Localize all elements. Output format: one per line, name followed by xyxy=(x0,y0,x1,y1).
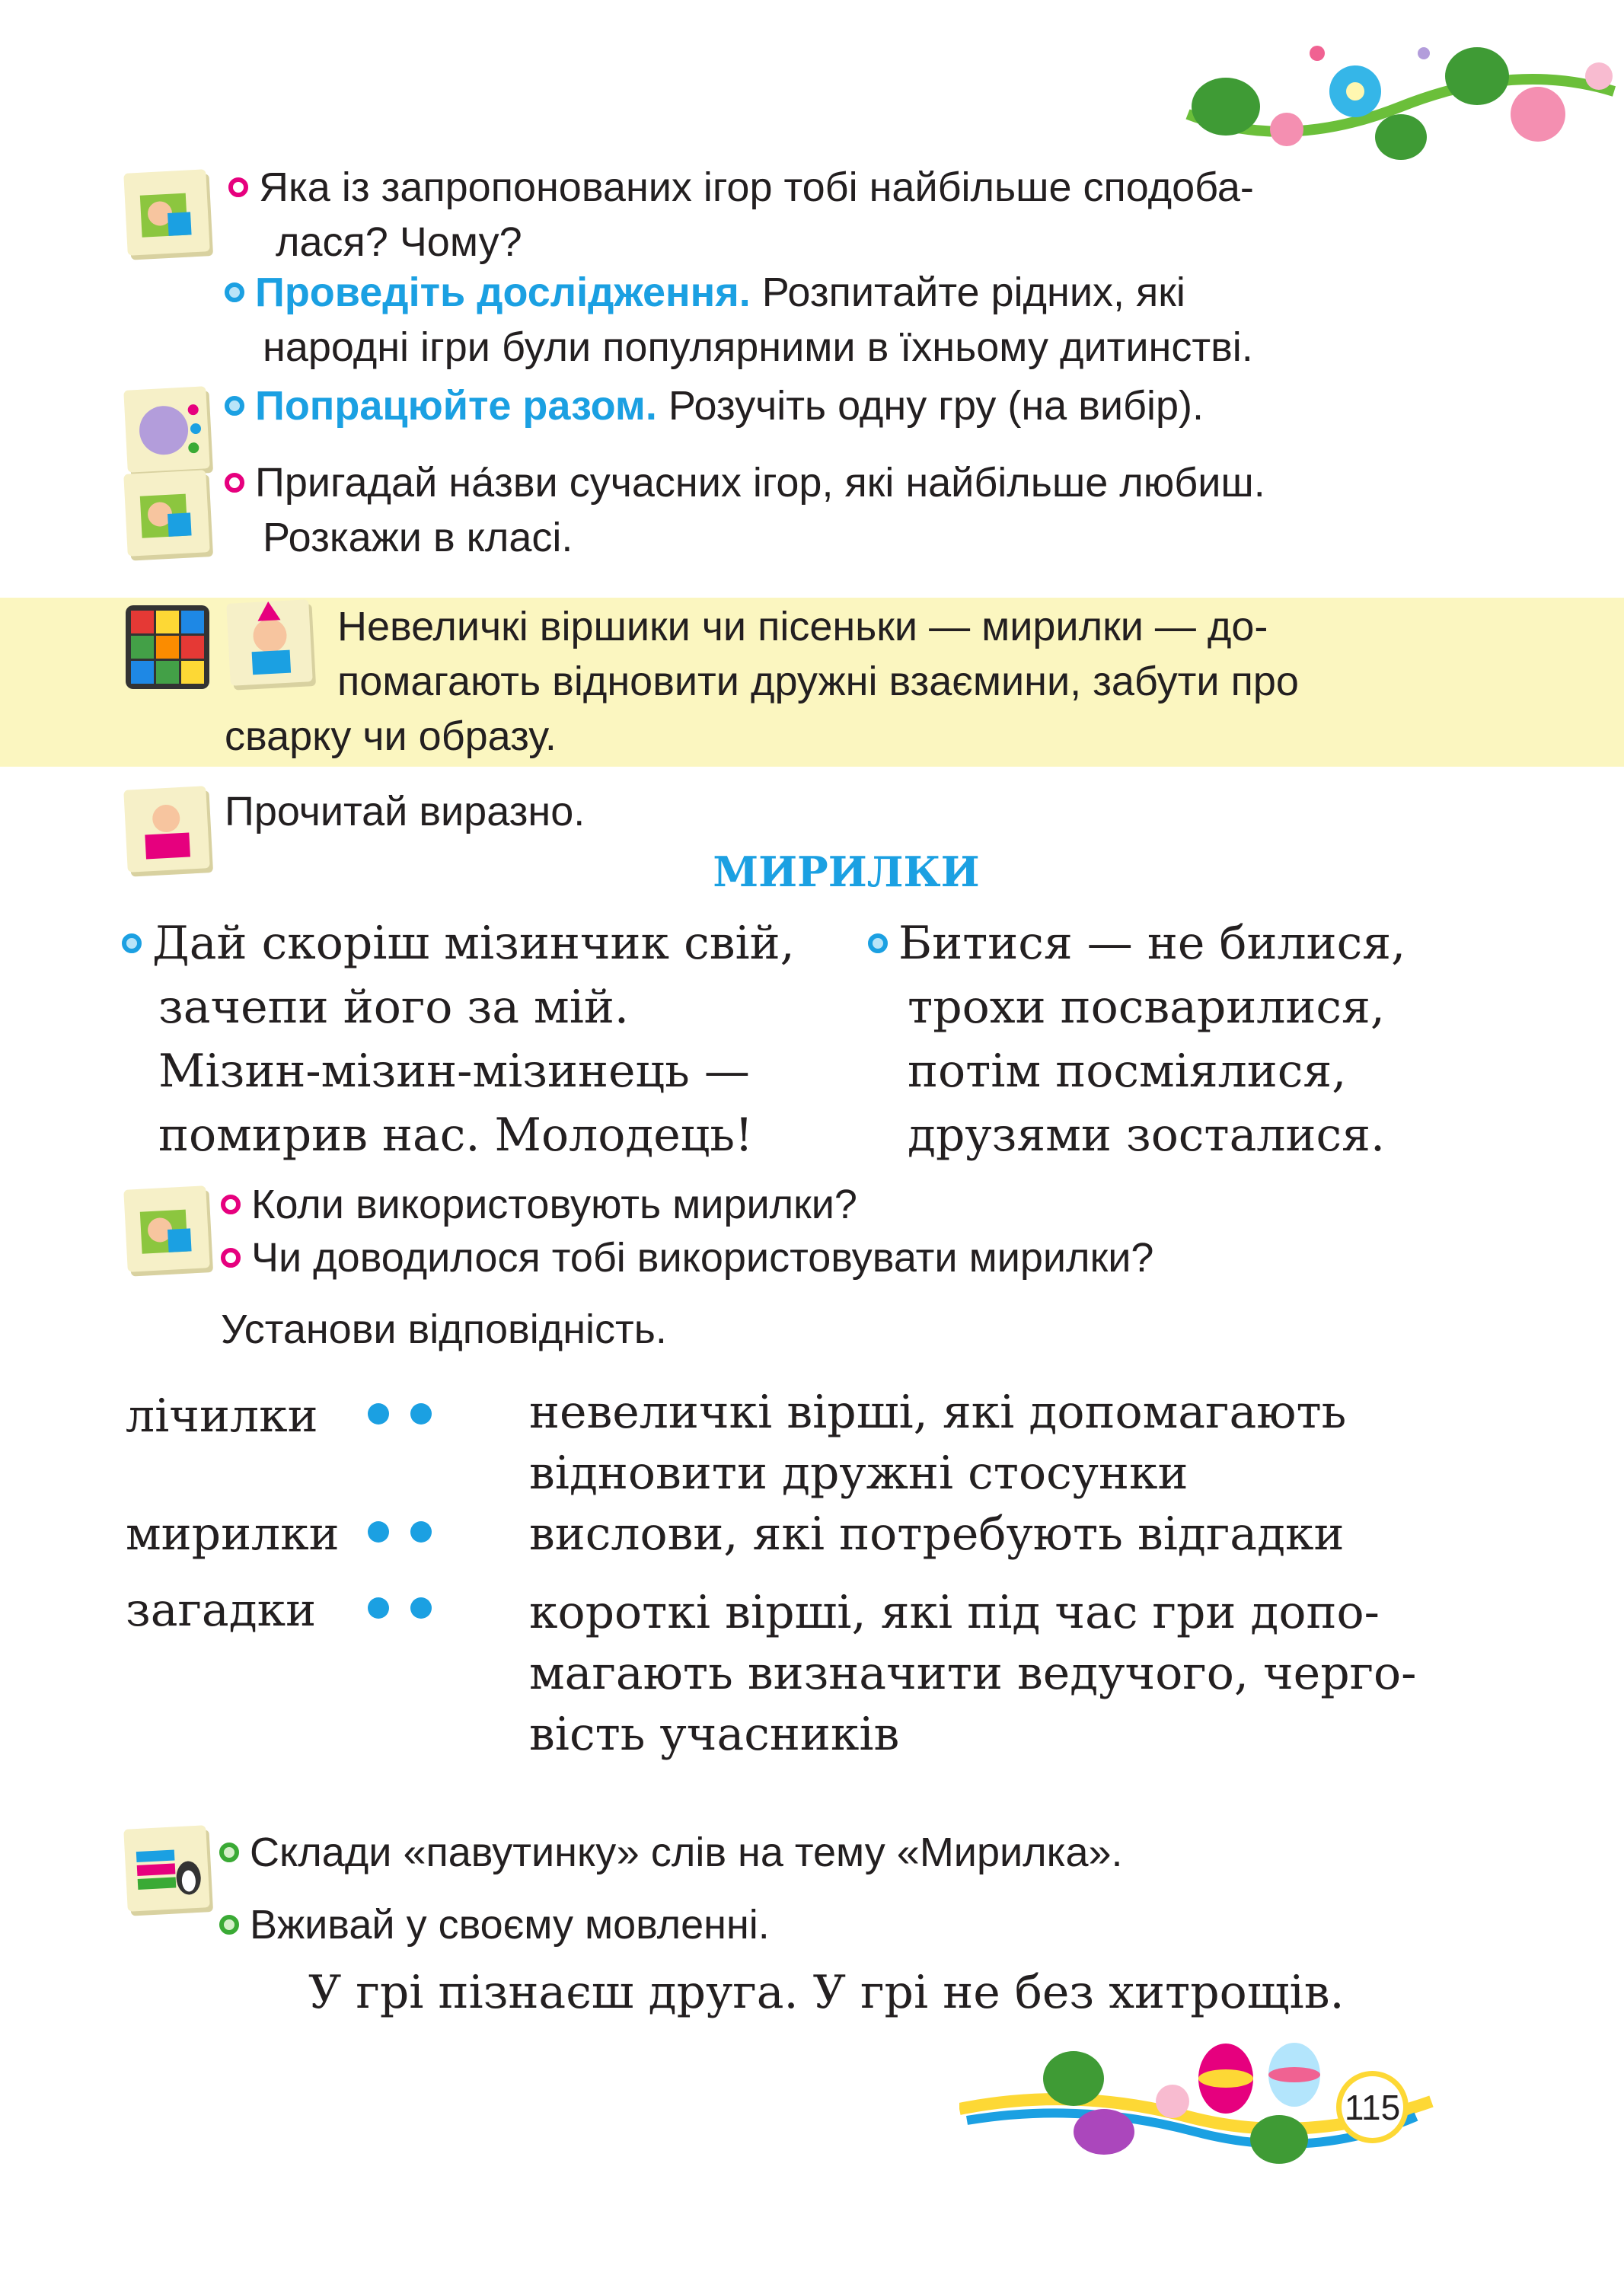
page-number: 115 xyxy=(1344,2088,1401,2127)
task-recall-games: Пригадай на́зви сучасних ігор, які найбільше любиш. Розкажи в класі. xyxy=(225,455,1265,565)
poem-line: друзями зосталися. xyxy=(908,1109,1386,1162)
poem-line: помирив нас. Молодець! xyxy=(158,1109,754,1162)
green-bullet-icon xyxy=(219,1843,239,1862)
blue-bullet-icon xyxy=(225,282,244,302)
blue-bullet-icon xyxy=(225,396,244,416)
task-research: Проведіть дослідження. Розпитайте рідних, які народні ігри були популярними в їхньому дитинстві. xyxy=(225,265,1253,375)
reading-child-icon xyxy=(123,470,210,557)
match-dots-3[interactable] xyxy=(346,1597,432,1622)
read-instruction: Прочитай виразно. xyxy=(225,789,585,834)
match-right-3: короткі вірші, які під час гри допо- магають визначити ведучого, черго- вість учасників xyxy=(529,1586,1417,1761)
match-right-1: невеличкі вірші, які допомагають відновити дружні стосунки xyxy=(529,1386,1347,1500)
poem-line: Битися — не билися, xyxy=(868,911,1405,975)
reading-child-icon xyxy=(123,1185,210,1272)
pink-bullet-icon xyxy=(228,177,248,197)
pink-bullet-icon xyxy=(221,1248,241,1268)
match-dots-2[interactable] xyxy=(346,1521,432,1546)
page-number-badge xyxy=(1336,2071,1409,2143)
question-favorite-game: Яка із запропонованих ігор тобі найбільше сподоба- лася? Чому? xyxy=(228,160,1254,270)
blue-bullet-icon xyxy=(122,933,142,953)
poem-title: МИРИЛКИ xyxy=(713,847,980,896)
blue-bullet-icon xyxy=(868,933,888,953)
poem-line: зачепи його за мій. xyxy=(158,981,629,1034)
rubiks-cube-icon xyxy=(122,598,217,697)
proverb: У грі пізнаєш друга. У грі не без хитрощів. xyxy=(308,1966,1345,2019)
books-penguin-icon xyxy=(123,1825,210,1912)
pink-bullet-icon xyxy=(225,473,244,493)
task-use-in-speech: Вживай у своєму мовленні. xyxy=(219,1897,770,1952)
reading-child-icon xyxy=(123,169,210,256)
group-work-icon xyxy=(123,386,210,473)
poem-line: трохи посварилися, xyxy=(908,981,1385,1034)
info-text: Невеличкі віршики чи пісеньки — мирилки — до- помагають відновити дружні взаємини, забути про сварку чи образу. xyxy=(225,604,1299,759)
match-dots-1[interactable] xyxy=(346,1403,432,1428)
poem-line: потім посміялися, xyxy=(908,1045,1347,1098)
questions: Коли використовують мирилки? Чи доводилося тобі використовувати мирилки? xyxy=(221,1178,1153,1284)
task-word-web: Склади «павутинку» слів на тему «Мирилка». xyxy=(219,1825,1123,1880)
floral-garland-decoration xyxy=(1173,23,1624,175)
task-work-together: Попрацюйте разом. Розучіть одну гру (на вибір). xyxy=(225,378,1204,433)
matching-instruction: Установи відповідність. xyxy=(221,1307,667,1352)
poem-line: Мізин-мізин-мізинець — xyxy=(158,1045,750,1098)
match-left-1: лічилки xyxy=(126,1389,318,1443)
match-left-3: загадки xyxy=(126,1584,317,1637)
poem-left xyxy=(122,911,795,1167)
poem-right xyxy=(868,911,1405,1167)
match-right-2: вислови, які потребують відгадки xyxy=(529,1508,1345,1561)
pink-bullet-icon xyxy=(221,1195,241,1214)
poem-line: Дай скоріш мізинчик свій, xyxy=(122,911,795,975)
green-bullet-icon xyxy=(219,1915,239,1935)
match-left-2: мирилки xyxy=(126,1508,340,1561)
